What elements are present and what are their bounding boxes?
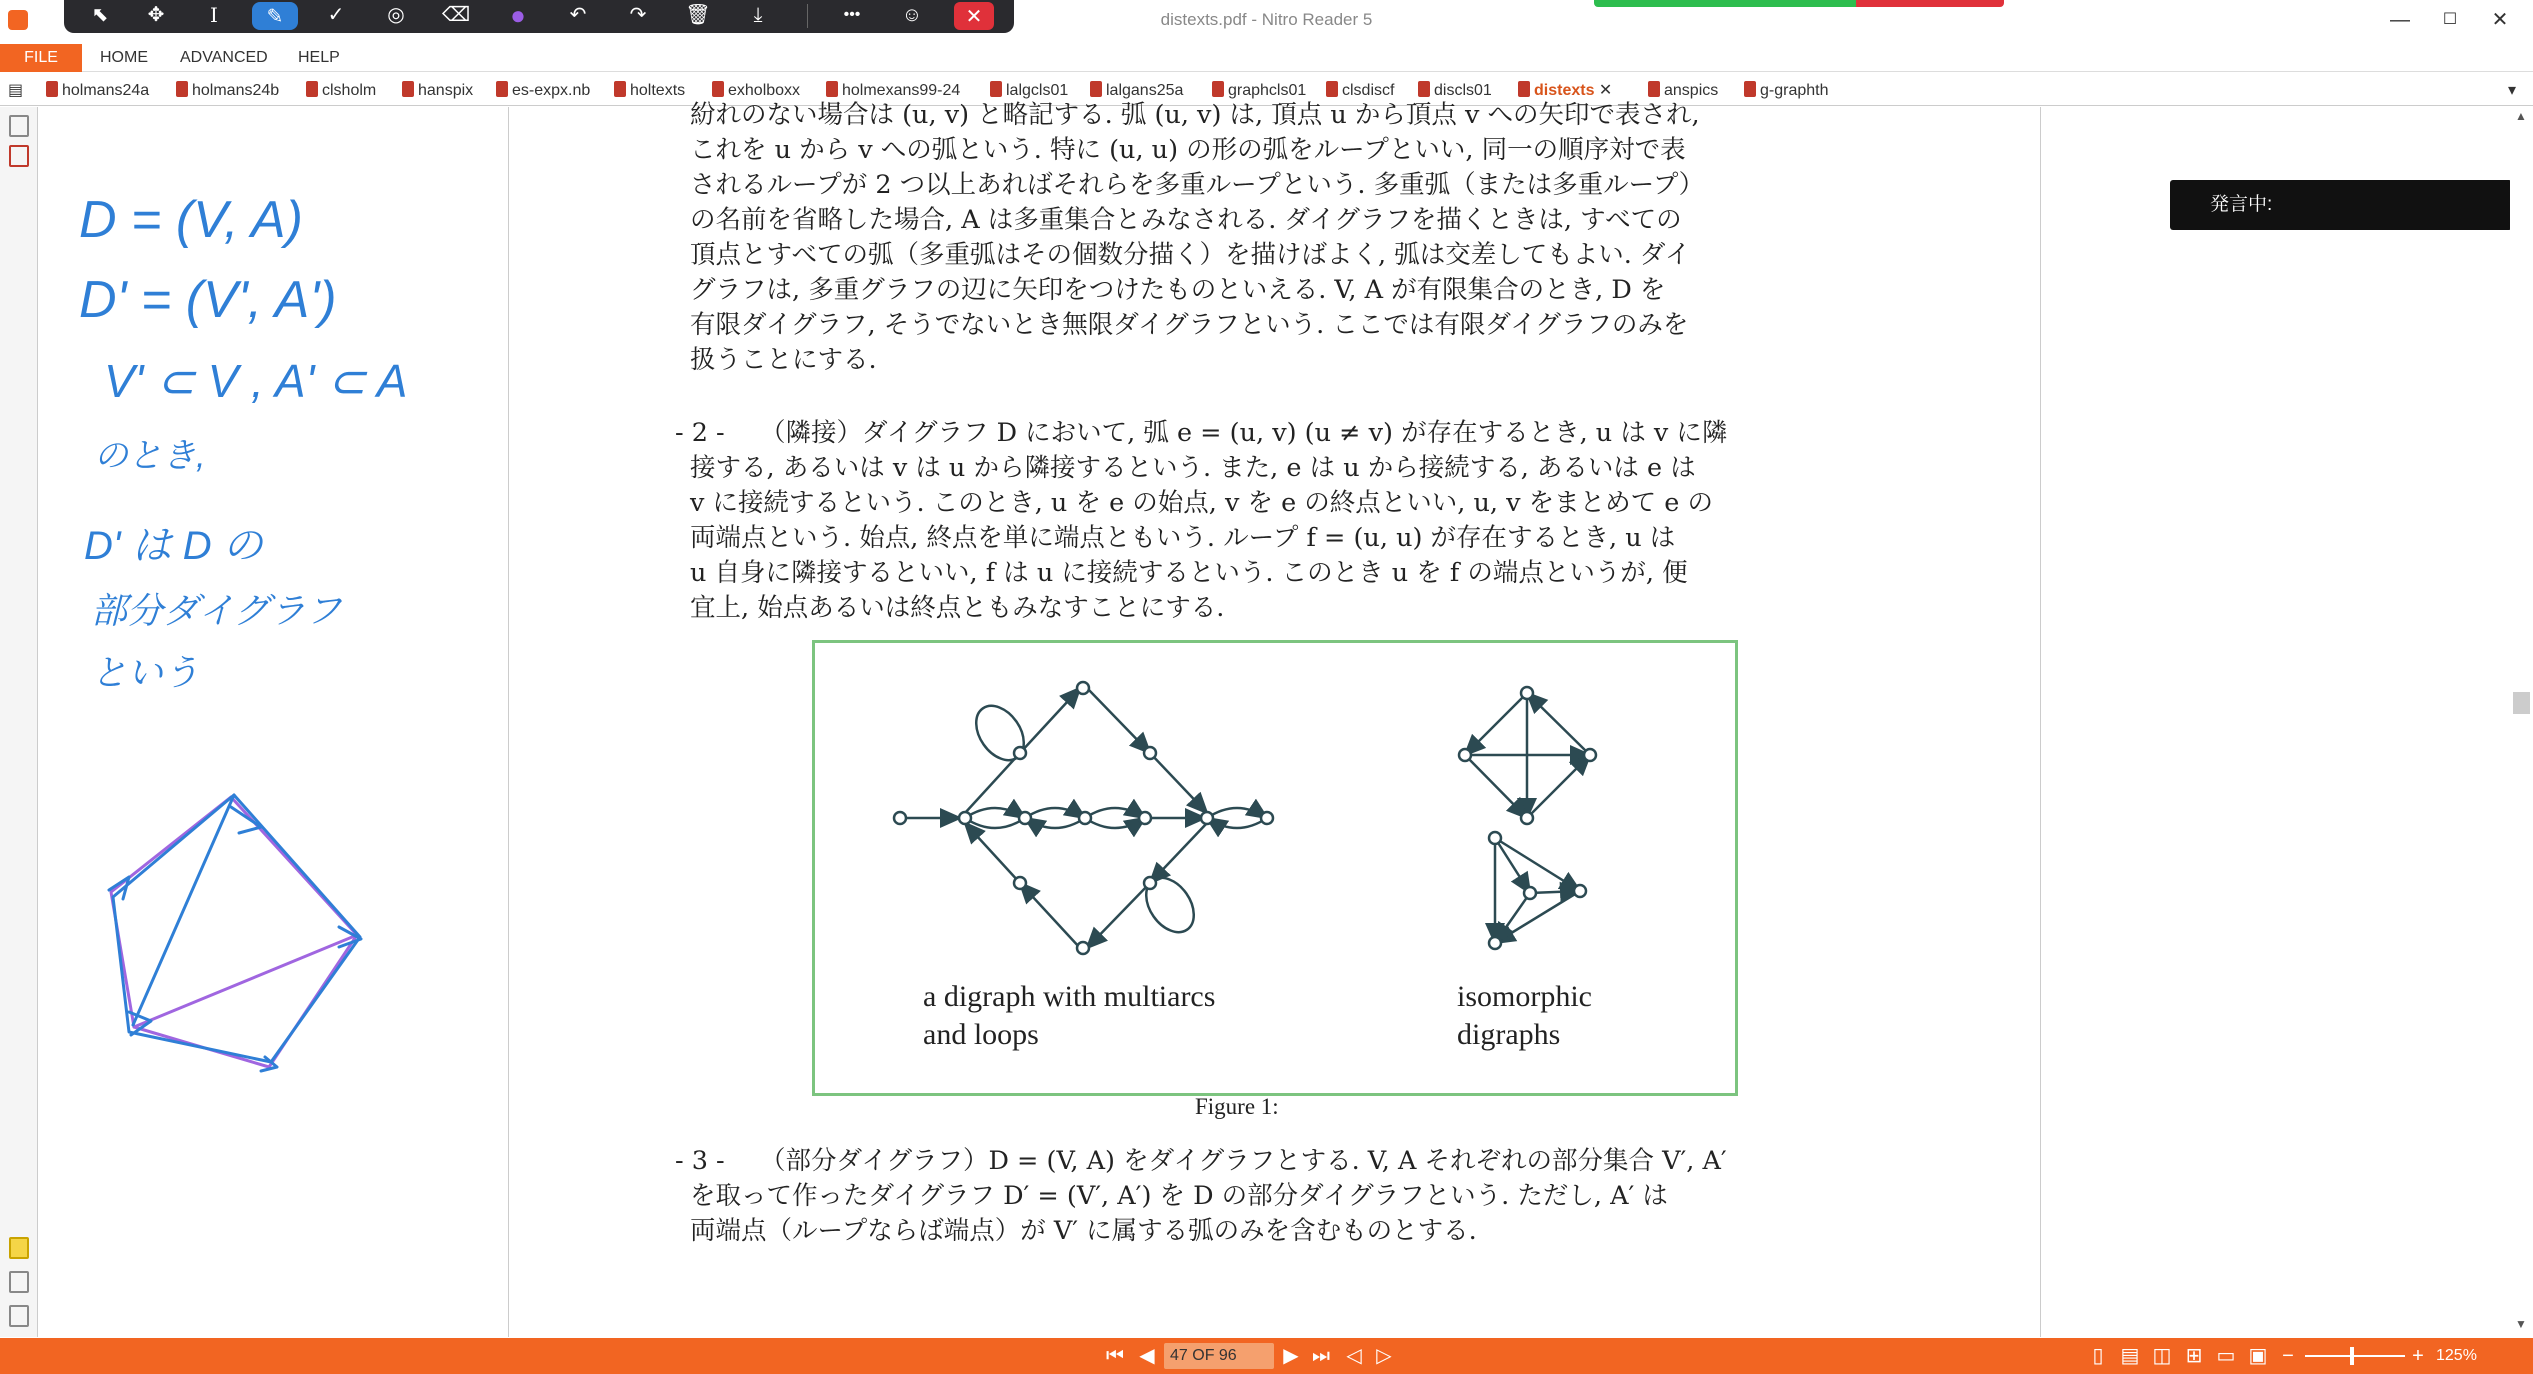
scroll-up-icon[interactable]: ▲ [2515,109,2527,123]
paragraph-3: を取って作ったダイグラフ D′ = (V′, A′) を D の部分ダイグラフという. ただし, A′ は 両端点（ループならば端点）が V′ に属する弧のみを含むものとする. [690,1181,1668,1246]
previous-page-button[interactable]: ◀ [1139,1345,1155,1367]
tab-holtexts[interactable]: holtexts [614,78,685,104]
scrollbar-thumb[interactable] [2513,692,2530,714]
arc [1150,823,1207,883]
figure-caption-right: isomorphic digraphs [1457,980,1592,1051]
vertex [1261,812,1273,824]
vertex [1014,747,1026,759]
tab-hanspix[interactable]: hanspix [402,78,473,104]
signatures-icon[interactable] [9,1271,29,1293]
eraser-tool-button[interactable]: ⌫ [441,4,471,26]
vertex [1014,877,1026,889]
multiarc [965,808,1025,818]
zoom-level[interactable]: 125% [2436,1347,2477,1364]
zoom-slider[interactable] [2305,1355,2405,1357]
bookmarks-icon[interactable] [9,115,29,137]
vertex [959,812,971,824]
vertical-scrollbar[interactable] [2510,107,2533,1337]
tab-holmans24a[interactable]: holmans24a [46,78,149,104]
arc [1087,883,1150,948]
vertex [1489,832,1501,844]
vertex [1077,682,1089,694]
tab-clsdiscf[interactable]: clsdiscf [1326,78,1394,104]
vertex [1574,885,1586,897]
comments-icon[interactable] [9,1237,29,1259]
arc [1495,891,1580,943]
tab-close-icon[interactable]: ✕ [1598,82,1613,99]
menu-advanced[interactable]: ADVANCED [180,49,268,66]
menu-file[interactable]: FILE [0,44,82,72]
tab-discls01[interactable]: discls01 [1418,78,1492,104]
vertex [1459,749,1471,761]
tab-exholboxx[interactable]: exholboxx [712,78,800,104]
menu-home[interactable]: HOME [100,49,148,66]
handwritten-notes-panel[interactable] [39,107,509,1337]
pdf-file-icon [176,81,188,97]
first-page-button[interactable]: ⏮ [1106,1345,1124,1367]
arc [1530,891,1580,893]
handwriting-canvas[interactable] [39,107,509,1337]
minimize-button[interactable]: — [2390,9,2410,31]
window-title: distexts.pdf - Nitro Reader 5 [1160,10,1373,29]
sketch-outline-purple [111,797,357,1067]
pdf-file-icon [990,81,1002,97]
tab-graphcls01[interactable]: graphcls01 [1212,78,1306,104]
paragraph-2-first-line: （隣接）ダイグラフ D において, 弧 e = (u, v) (u ≠ v) が存在するとき, u は v に隣 [760,418,1728,448]
single-page-view-icon[interactable]: ▯ [2092,1345,2104,1367]
item-2-label: - 2 - [675,418,725,448]
multiarc [1207,808,1267,818]
pdf-file-icon [1518,81,1530,97]
vertex [1144,747,1156,759]
presence-indicator-green [1594,0,1856,7]
pdf-file-icon [496,81,508,97]
multiarc [1025,808,1085,818]
arc [1495,893,1530,943]
arc [965,823,1020,883]
tabs-overflow-chevron-icon[interactable]: ▾ [2508,82,2517,99]
next-page-button[interactable]: ▶ [1283,1345,1299,1367]
facing-continuous-view-icon[interactable]: ⊞ [2185,1345,2203,1367]
multiarc [1025,818,1085,828]
paragraph-1: 紛れのない場合は (u, v) と略記する. 弧 (u, v) は, 頂点 u から頂点 v への矢印で表され, これを u から v への弧という. 特に (u, u) の形の弧をループといい, 同一の順序対で表 されるループが 2 つ以上あればそれらを多重ループという. 多重弧（または多重ループ） の名前を省略した場合, A は多重集合とみなされる. ダイグラフを描くときは, すべての 頂点とすべての弧（多重弧はその個数分描く）を描けばよく, 弧は交差してもよい. ダイ グラフは, 多重グラフの辺に矢印をつけたものといえる. V, A が有限集合のとき, D を 有限ダイグラフ, そうでないとき無限ダイグラフという. ここでは有限ダイグラフのみを 扱うことにする. [690,100,1705,375]
select-tool-button[interactable]: ⬉ [91,4,109,26]
vertex [1584,749,1596,761]
scroll-down-icon[interactable]: ▼ [2515,1317,2527,1331]
menu-help[interactable]: HELP [298,49,340,66]
tab-lalgcls01[interactable]: lalgcls01 [990,78,1068,104]
vertex [1201,812,1213,824]
page-indicator: 47 OF 96 [1170,1347,1237,1364]
figure-1 [812,640,1738,1096]
note-line-3: V' ⊂ V , A' ⊂ A [104,355,408,407]
note-line-7: という [91,652,200,693]
note-line-5: D' は D の [84,524,263,568]
more-options-button[interactable]: ••• [843,6,861,23]
arc [1495,838,1580,891]
multiarc [1085,818,1145,828]
vertex [1077,942,1089,954]
pdf-file-icon [46,81,58,97]
note-line-2: D' = (V', A') [79,271,337,329]
tab-anspics[interactable]: anspics [1648,78,1718,104]
pages-icon[interactable]: ▤ [8,82,24,99]
pdf-file-icon [1090,81,1102,97]
note-line-4: のとき, [94,437,206,475]
note-line-1: D = (V, A) [79,191,303,249]
tab-holmans24b[interactable]: holmans24b [176,78,279,104]
multiarc [1207,818,1267,828]
arc [1495,838,1530,893]
figure-caption-left: a digraph with multiarcs and loops [923,980,1216,1051]
arc [1465,755,1527,818]
paragraph-3-first-line: （部分ダイグラフ）D = (V, A) をダイグラフとする. V, A それぞれの部分集合 V′, A′ [760,1146,1727,1176]
arc [1020,688,1080,753]
pdf-file-icon [1418,81,1430,97]
text-cursor-tool-button[interactable]: I [210,3,218,27]
arc [1020,883,1080,948]
vertex [1139,812,1151,824]
pdf-file-icon [1326,81,1338,97]
delete-button[interactable]: 🗑 [685,4,711,26]
zoom-in-button[interactable]: + [2412,1345,2424,1367]
tab-es-expx[interactable]: es-expx.nb [496,78,590,104]
vertex [1019,812,1031,824]
arc [1465,693,1527,755]
left-side-toolbar [0,107,38,1337]
tab-lalgans25a[interactable]: lalgans25a [1090,78,1183,104]
vertex [1521,687,1533,699]
redo-button[interactable]: ↷ [629,4,647,26]
zoom-slider-handle[interactable] [2350,1347,2354,1365]
zoom-out-button[interactable]: − [2282,1345,2294,1367]
continuous-view-icon[interactable]: ▤ [2120,1345,2140,1367]
check-tool-button[interactable]: ✓ [327,4,345,26]
last-page-button[interactable]: ⏭ [1312,1345,1330,1367]
tab-holmexans99-24[interactable]: holmexans99-24 [826,78,960,104]
figure-label: Figure 1: [1195,1094,1279,1119]
speaking-indicator: 発言中: [2170,180,2512,230]
toolbar-close-button[interactable]: ✕ [954,2,994,30]
pdf-file-icon [1648,81,1660,97]
facing-view-icon[interactable]: ◫ [2152,1345,2172,1367]
menu-bar [0,44,2533,72]
pdf-file-icon [712,81,724,97]
pdf-file-icon [1212,81,1224,97]
vertex [1079,812,1091,824]
arc [1150,753,1207,813]
right-gutter [2040,107,2510,1337]
pdf-file-icon [306,81,318,97]
undo-button[interactable]: ↶ [569,4,587,26]
user-icon[interactable]: ☺ [901,4,923,26]
next-view-button[interactable]: ▷ [1376,1345,1392,1367]
vertex [1144,877,1156,889]
vertex [1521,812,1533,824]
vertex [1489,937,1501,949]
layers-icon[interactable] [9,1305,29,1327]
color-picker-button[interactable]: ● [510,0,526,30]
pdf-file-icon [402,81,414,97]
pdf-file-icon [826,81,838,97]
fit-page-icon[interactable]: ▣ [2248,1345,2268,1367]
arc [965,753,1020,813]
note-line-6: 部分ダイグラフ [91,590,342,631]
vertex [894,812,906,824]
pen-tool-button[interactable]: ✎ [252,2,298,30]
download-button[interactable]: ⤓ [753,4,763,26]
arc [1087,688,1150,753]
maximize-button[interactable]: ☐ [2442,11,2458,28]
multiarc [965,818,1025,828]
multiarc [1085,808,1145,818]
fit-width-icon[interactable]: ▭ [2216,1345,2236,1367]
attachments-icon[interactable] [9,145,29,167]
paragraph-2: 接する, あるいは v は u から隣接するという. また, e は u から接続する, あるいは e は v に接続するという. このとき, u を e の始点, v を e の終点といい, u, v をまとめて e の 両端点という. 始点, 終点を単に端点ともいう. ループ f = (u, u) が存在するとき, u は u 自身に隣接するといい, f は u に接続するという. このとき u を f の端点というが, 便 宜上, 始点あるいは終点ともみなすことにする. [690,453,1713,623]
arc [1527,755,1590,818]
stamp-tool-button[interactable]: ◎ [387,4,405,26]
window-close-button[interactable]: ✕ [2491,9,2509,31]
tab-distexts[interactable]: distexts ✕ [1518,78,1612,104]
vertex [1524,887,1536,899]
item-3-label: - 3 - [675,1146,725,1176]
tab-clsholm[interactable]: clsholm [306,78,376,104]
tab-g-graphth[interactable]: g-graphth [1744,78,1829,104]
presence-indicator-red [1856,0,2004,7]
annotation-toolbar [64,0,1014,33]
pdf-file-icon [614,81,626,97]
toolbar-divider [807,4,808,28]
previous-view-button[interactable]: ◁ [1346,1345,1362,1367]
pan-tool-button[interactable]: ✥ [147,4,165,26]
arc [1527,693,1590,755]
status-bar [0,1338,2533,1374]
pdf-file-icon [1744,81,1756,97]
